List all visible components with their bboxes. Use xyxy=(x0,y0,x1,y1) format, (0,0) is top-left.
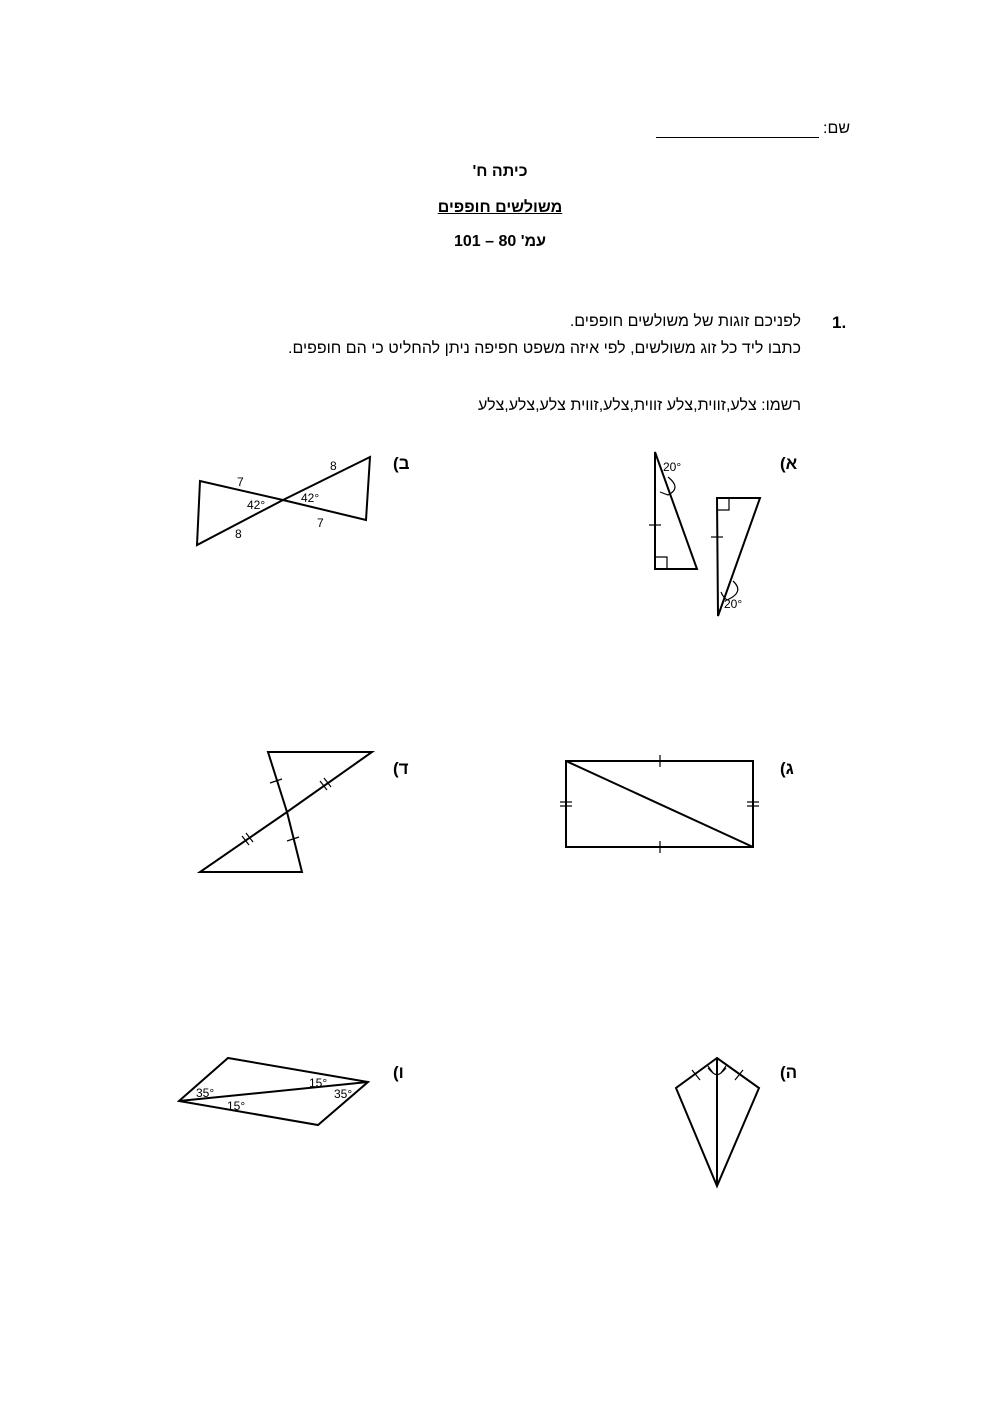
question-line-2: כתבו ליד כל זוג משולשים, לפי איזה משפט חפיפה ניתן להחליט כי הם חופפים. xyxy=(288,340,801,357)
question-line-1: לפניכם זוגות של משולשים חופפים. xyxy=(569,313,801,330)
figure-a-angle-top: 20° xyxy=(663,460,682,474)
figure-c-label: ג) xyxy=(780,759,794,778)
question-hint: רשמו: צלע,זווית,צלע זווית,צלע,זווית צלע,צלע,צלע xyxy=(477,397,801,414)
figure-d-label: ד) xyxy=(393,759,409,778)
figure-f-angle-15-left: 15° xyxy=(227,1099,246,1113)
figure-b-side-8-bottom: 8 xyxy=(235,527,242,541)
figure-b-label: ב) xyxy=(393,454,410,473)
class-title: כיתה ח' xyxy=(472,163,528,180)
figure-f-angle-35-right: 35° xyxy=(334,1087,353,1101)
figure-b-angle-right: 42° xyxy=(301,491,320,505)
figure-f-label: ו) xyxy=(393,1063,404,1082)
topic-title: משולשים חופפים xyxy=(437,199,563,216)
figure-b-side-8-top: 8 xyxy=(330,459,337,473)
figure-f-angle-15-right: 15° xyxy=(309,1076,328,1090)
name-label: שם: xyxy=(823,120,850,137)
figure-b-angle-left: 42° xyxy=(247,498,266,512)
figure-a-label: א) xyxy=(780,454,798,473)
figure-e-label: ה) xyxy=(780,1063,798,1082)
figure-f-angle-35-left: 35° xyxy=(196,1086,215,1100)
pages-reference: עמ' 80 – 101 xyxy=(453,233,547,250)
figure-b-side-7-bottom: 7 xyxy=(317,516,324,530)
question-number: 1. xyxy=(832,313,847,332)
figure-b-side-7-top: 7 xyxy=(237,475,244,489)
figure-a-angle-bottom: 20° xyxy=(724,597,743,611)
